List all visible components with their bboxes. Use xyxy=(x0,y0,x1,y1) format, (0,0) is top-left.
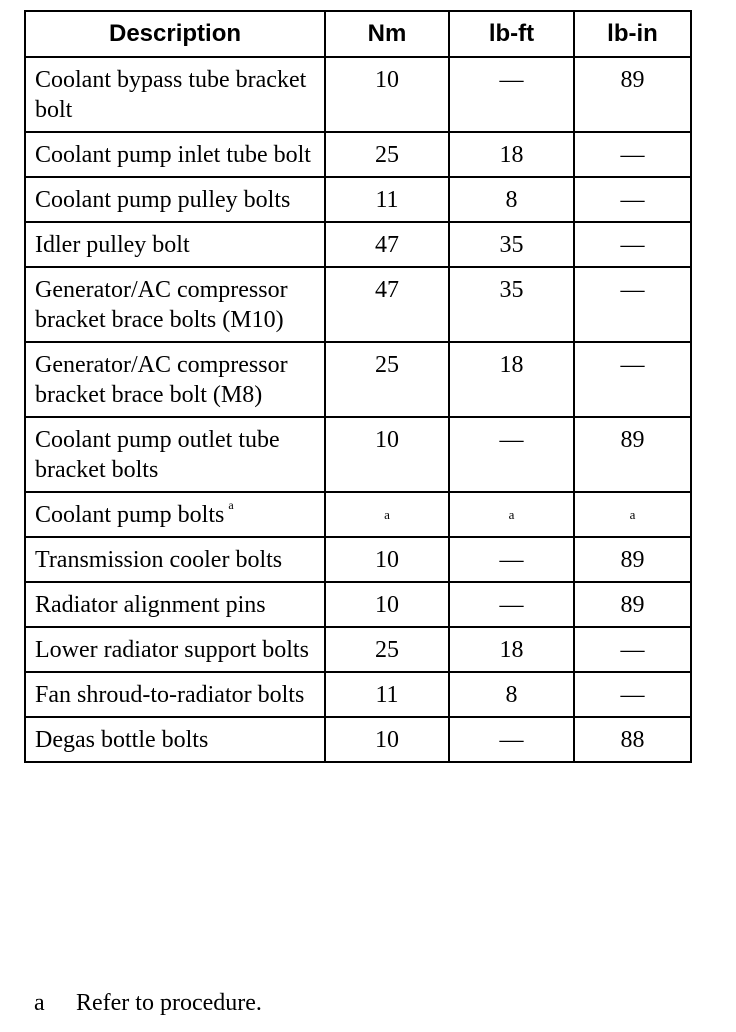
nm-cell: 11 xyxy=(325,672,449,717)
description-cell xyxy=(25,417,325,492)
lb-ft-cell: 18 xyxy=(449,342,574,417)
lb-in-cell: 88 xyxy=(574,717,691,762)
lb-ft-cell: — xyxy=(449,717,574,762)
table-row xyxy=(25,627,691,672)
description-text: Generator/AC compressor bracket brace bolt (M8) xyxy=(35,352,288,408)
table-row xyxy=(25,177,691,222)
description-cell xyxy=(25,342,325,417)
lb-in-cell: — xyxy=(574,177,691,222)
lb-in-cell: — xyxy=(574,627,691,672)
lb-ft-cell: 18 xyxy=(449,627,574,672)
lb-ft-cell: — xyxy=(449,417,574,492)
header-nm: Nm xyxy=(325,11,449,57)
table-row xyxy=(25,267,691,342)
description-text: Coolant pump outlet tube bracket bolts xyxy=(35,427,280,483)
description-text: Transmission cooler bolts xyxy=(35,547,283,573)
table-row xyxy=(25,717,691,762)
table-row xyxy=(25,492,691,537)
table-row xyxy=(25,537,691,582)
nm-cell: 10 xyxy=(325,582,449,627)
nm-cell: 47 xyxy=(325,222,449,267)
lb-ft-cell: a xyxy=(449,492,574,537)
description-text: Coolant pump inlet tube bolt xyxy=(35,142,311,168)
nm-cell: 10 xyxy=(325,417,449,492)
description-cell xyxy=(25,717,325,762)
description-cell xyxy=(25,57,325,132)
lb-ft-cell: 8 xyxy=(449,177,574,222)
footnote-mark: a xyxy=(34,990,45,1016)
description-cell xyxy=(25,672,325,717)
description-text: Coolant pump bolts xyxy=(35,502,225,528)
nm-cell: 11 xyxy=(325,177,449,222)
header-row xyxy=(25,11,691,57)
lb-in-cell: 89 xyxy=(574,417,691,492)
nm-cell: 47 xyxy=(325,267,449,342)
lb-in-cell: — xyxy=(574,222,691,267)
lb-ft-cell: 8 xyxy=(449,672,574,717)
torque-spec-table xyxy=(24,10,692,763)
nm-cell: 25 xyxy=(325,342,449,417)
lb-in-cell: 89 xyxy=(574,582,691,627)
nm-cell: 25 xyxy=(325,627,449,672)
description-cell xyxy=(25,582,325,627)
description-text: Idler pulley bolt xyxy=(35,232,190,258)
lb-ft-cell: 35 xyxy=(449,222,574,267)
description-text: Fan shroud-to-radiator bolts xyxy=(35,682,305,708)
description-cell xyxy=(25,627,325,672)
table-row xyxy=(25,57,691,132)
lb-ft-cell: 35 xyxy=(449,267,574,342)
description-text: Coolant pump pulley bolts xyxy=(35,187,291,213)
description-cell xyxy=(25,267,325,342)
lb-ft-cell: — xyxy=(449,582,574,627)
lb-ft-cell: — xyxy=(449,537,574,582)
header-lb-ft: lb-ft xyxy=(449,11,574,57)
table-row xyxy=(25,417,691,492)
lb-in-cell: — xyxy=(574,132,691,177)
description-cell xyxy=(25,132,325,177)
lb-in-cell: — xyxy=(574,672,691,717)
header-description: Description xyxy=(25,11,325,57)
table-row xyxy=(25,582,691,627)
lb-in-cell: 89 xyxy=(574,57,691,132)
lb-in-cell: — xyxy=(574,267,691,342)
description-cell xyxy=(25,537,325,582)
table-row xyxy=(25,342,691,417)
table-row xyxy=(25,672,691,717)
lb-in-cell: — xyxy=(574,342,691,417)
header-lb-in: lb-in xyxy=(574,11,691,57)
lb-ft-cell: 18 xyxy=(449,132,574,177)
nm-cell: 10 xyxy=(325,537,449,582)
description-cell xyxy=(25,492,325,537)
description-cell xyxy=(25,222,325,267)
nm-cell: 10 xyxy=(325,717,449,762)
lb-in-cell: 89 xyxy=(574,537,691,582)
description-text: Degas bottle bolts xyxy=(35,727,209,753)
lb-in-cell: a xyxy=(574,492,691,537)
description-text: Lower radiator support bolts xyxy=(35,637,309,663)
footnote-text: Refer to procedure. xyxy=(76,990,262,1016)
nm-cell: 25 xyxy=(325,132,449,177)
footnote xyxy=(34,988,262,1018)
footnote-reference: a xyxy=(228,498,234,512)
description-cell xyxy=(25,177,325,222)
nm-cell: 10 xyxy=(325,57,449,132)
description-text: Generator/AC compressor bracket brace bolts (M10) xyxy=(35,277,288,333)
nm-cell: a xyxy=(325,492,449,537)
description-text: Radiator alignment pins xyxy=(35,592,266,618)
table-row xyxy=(25,132,691,177)
description-text: Coolant bypass tube bracket bolt xyxy=(35,67,307,123)
table-row xyxy=(25,222,691,267)
lb-ft-cell: — xyxy=(449,57,574,132)
